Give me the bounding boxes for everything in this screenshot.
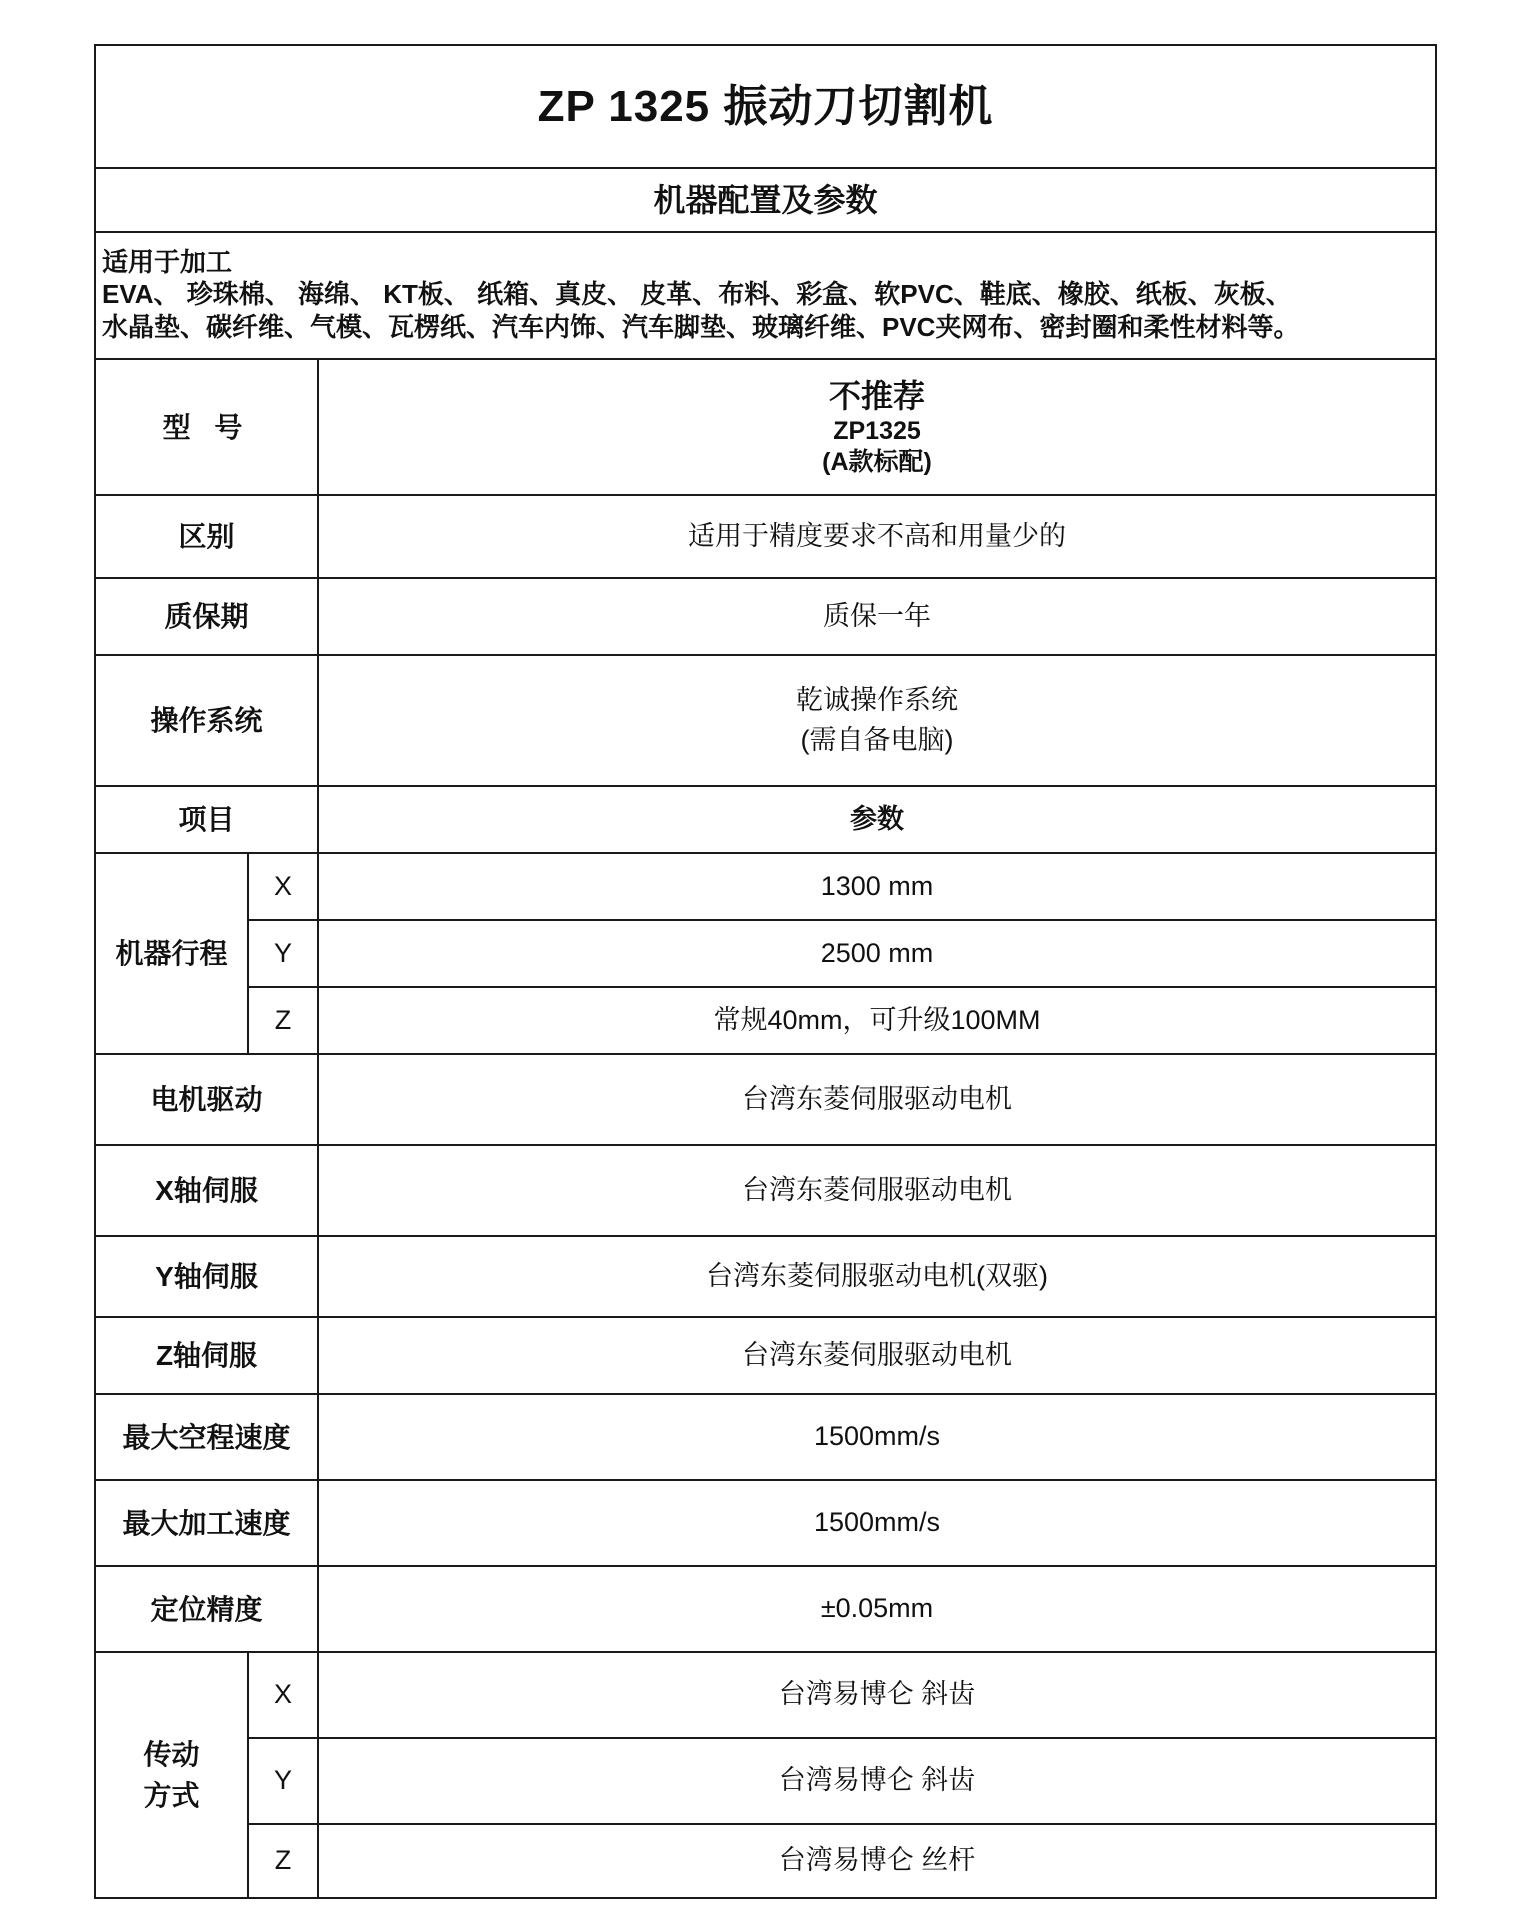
transmission-value-z: 台湾易博仑 丝杆 [318, 1824, 1436, 1898]
z-servo-value: 台湾东菱伺服驱动电机 [318, 1317, 1436, 1394]
x-servo-label: X轴伺服 [95, 1145, 318, 1236]
applications-heading: 适用于加工 [102, 246, 233, 277]
travel-axis-y: Y [248, 920, 318, 987]
travel-value-y: 2500 mm [318, 920, 1436, 987]
model-label: 型 号 [95, 359, 318, 495]
transmission-axis-y: Y [248, 1738, 318, 1824]
model-note: 不推荐 [828, 377, 925, 414]
z-servo-label: Z轴伺服 [95, 1317, 318, 1394]
header-param-label: 参数 [318, 786, 1436, 853]
model-variant: (A款标配) [822, 448, 932, 476]
travel-axis-x: X [248, 853, 318, 920]
motor-value: 台湾东菱伺服驱动电机 [318, 1054, 1436, 1145]
max-idle-speed-value: 1500mm/s [318, 1394, 1436, 1480]
os-value-line-2: (需自备电脑) [800, 724, 954, 755]
transmission-label-line-2: 方式 [143, 1780, 200, 1811]
section-title: 机器配置及参数 [95, 168, 1436, 232]
applications-line-2: 水晶垫、碳纤维、气模、瓦楞纸、汽车内饰、汽车脚垫、玻璃纤维、PVC夹网布、密封圈和柔性材料等。 [102, 311, 1300, 342]
y-servo-label: Y轴伺服 [95, 1236, 318, 1317]
spec-table [94, 44, 1437, 1899]
header-item-label: 项目 [95, 786, 318, 853]
difference-value: 适用于精度要求不高和用量少的 [318, 495, 1436, 578]
travel-label: 机器行程 [95, 853, 248, 1054]
difference-label: 区别 [95, 495, 318, 578]
transmission-value-x: 台湾易博仑 斜齿 [318, 1652, 1436, 1738]
transmission-label [95, 1652, 248, 1898]
max-idle-speed-label: 最大空程速度 [95, 1394, 318, 1480]
precision-value: ±0.05mm [318, 1566, 1436, 1652]
model-name: ZP1325 [833, 416, 921, 445]
applications-line-1: EVA、 珍珠棉、 海绵、 KT板、 纸箱、真皮、 皮革、布料、彩盒、软PVC、鞋底、橡胶、纸板、灰板、 [102, 279, 1292, 310]
warranty-value: 质保一年 [318, 578, 1436, 655]
travel-value-z: 常规40mm，可升级100MM [318, 987, 1436, 1054]
transmission-axis-x: X [248, 1652, 318, 1738]
motor-label: 电机驱动 [95, 1054, 318, 1145]
os-value [318, 655, 1436, 786]
page-title: ZP 1325 振动刀切割机 [95, 45, 1436, 168]
transmission-axis-z: Z [248, 1824, 318, 1898]
transmission-label-line-1: 传动 [143, 1739, 200, 1770]
max-work-speed-value: 1500mm/s [318, 1480, 1436, 1566]
warranty-label: 质保期 [95, 578, 318, 655]
travel-axis-z: Z [248, 987, 318, 1054]
max-work-speed-label: 最大加工速度 [95, 1480, 318, 1566]
y-servo-value: 台湾东菱伺服驱动电机(双驱) [318, 1236, 1436, 1317]
applications-cell [95, 232, 1436, 359]
x-servo-value: 台湾东菱伺服驱动电机 [318, 1145, 1436, 1236]
model-cell [318, 359, 1436, 495]
os-value-line-1: 乾诚操作系统 [796, 684, 958, 715]
precision-label: 定位精度 [95, 1566, 318, 1652]
transmission-value-y: 台湾易博仑 斜齿 [318, 1738, 1436, 1824]
os-label: 操作系统 [95, 655, 318, 786]
travel-value-x: 1300 mm [318, 853, 1436, 920]
